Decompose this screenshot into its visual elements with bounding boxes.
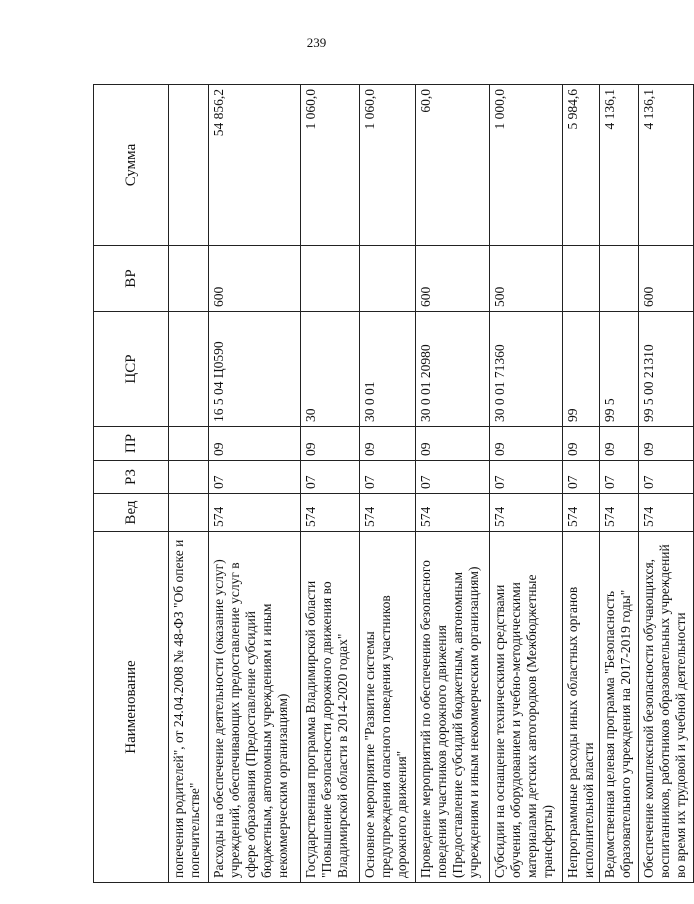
header-name: Наименование xyxy=(94,532,169,883)
row-ved: 574 xyxy=(360,494,416,532)
row-vr xyxy=(301,246,360,312)
table-header-row xyxy=(94,85,169,883)
row-pr: 09 xyxy=(490,427,563,461)
row-name: Основное мероприятие "Развитие системы предупреждения опасного поведения участников дорожного движения" xyxy=(360,532,416,883)
row-ved: 574 xyxy=(209,494,301,532)
header-sum: Сумма xyxy=(94,85,169,246)
row-vr xyxy=(563,246,600,312)
row-rz: 07 xyxy=(563,461,600,494)
row-ved: 574 xyxy=(639,494,694,532)
rotated-table-container xyxy=(93,85,688,883)
row-vr: 500 xyxy=(490,246,563,312)
row-name: Непрограммные расходы иных областных органов исполнительной власти xyxy=(563,532,600,883)
row-ved: 574 xyxy=(301,494,360,532)
row-vr: 600 xyxy=(416,246,490,312)
row-vr: 600 xyxy=(209,246,301,312)
row-pr: 09 xyxy=(639,427,694,461)
row-ved: 574 xyxy=(490,494,563,532)
table-row xyxy=(639,85,694,883)
row-vr xyxy=(600,246,639,312)
row-sum xyxy=(169,85,209,246)
row-csr: 30 0 01 xyxy=(360,312,416,427)
row-rz: 07 xyxy=(301,461,360,494)
row-sum: 1 000,0 xyxy=(490,85,563,246)
row-sum: 54 856,2 xyxy=(209,85,301,246)
row-rz: 07 xyxy=(209,461,301,494)
row-rz: 07 xyxy=(416,461,490,494)
row-name: Обеспечение комплексной безопасности обучающихся, воспитанников, работников образовательных учреждений во время их трудовой и учебной деятельности xyxy=(639,532,694,883)
table-row xyxy=(301,85,360,883)
row-name: Субсидии на оснащение техническими средствами обучения, оборудованием и учебно-методическими материалами детских автогородков (Межбюджетные трансферты) xyxy=(490,532,563,883)
table-row xyxy=(169,85,209,883)
row-sum: 4 136,1 xyxy=(600,85,639,246)
row-pr: 09 xyxy=(600,427,639,461)
row-csr: 30 0 01 20980 xyxy=(416,312,490,427)
row-vr xyxy=(169,246,209,312)
table-row xyxy=(209,85,301,883)
row-csr: 99 5 00 21310 xyxy=(639,312,694,427)
header-csr: ЦСР xyxy=(94,312,169,427)
row-name: Ведомственная целевая программа "Безопасность образовательного учреждения на 2017-2019 годы" xyxy=(600,532,639,883)
header-ved: Вед xyxy=(94,494,169,532)
row-sum: 1 060,0 xyxy=(301,85,360,246)
table-row xyxy=(600,85,639,883)
table-row xyxy=(563,85,600,883)
row-rz: 07 xyxy=(639,461,694,494)
row-pr xyxy=(169,427,209,461)
row-ved: 574 xyxy=(563,494,600,532)
row-sum: 1 060,0 xyxy=(360,85,416,246)
header-rz: РЗ xyxy=(94,461,169,494)
row-sum: 4 136,1 xyxy=(639,85,694,246)
row-pr: 09 xyxy=(563,427,600,461)
row-csr: 99 xyxy=(563,312,600,427)
header-pr: ПР xyxy=(94,427,169,461)
row-rz: 07 xyxy=(490,461,563,494)
table-row xyxy=(416,85,490,883)
row-rz xyxy=(169,461,209,494)
row-csr: 99 5 xyxy=(600,312,639,427)
row-ved xyxy=(169,494,209,532)
row-pr: 09 xyxy=(301,427,360,461)
row-name: Государственная программа Владимирской области "Повышение безопасности дорожного движения во Владимирской области в 2014-2020 годах" xyxy=(301,532,360,883)
row-vr: 600 xyxy=(639,246,694,312)
row-rz: 07 xyxy=(600,461,639,494)
row-pr: 09 xyxy=(416,427,490,461)
row-pr: 09 xyxy=(209,427,301,461)
row-csr: 30 0 01 71360 xyxy=(490,312,563,427)
row-csr xyxy=(169,312,209,427)
table-row xyxy=(360,85,416,883)
budget-table xyxy=(93,84,694,883)
header-vr: ВР xyxy=(94,246,169,312)
row-name: попечения родителей", от 24.04.2008 № 48-ФЗ "Об опеке и попечительстве" xyxy=(169,532,209,883)
row-sum: 5 984,6 xyxy=(563,85,600,246)
row-csr: 16 5 04 Ц0590 xyxy=(209,312,301,427)
row-ved: 574 xyxy=(416,494,490,532)
row-rz: 07 xyxy=(360,461,416,494)
row-name: Расходы на обеспечение деятельности (оказание услуг) учреждений, обеспечивающих предоставление услуг в сфере образования (Предоставление субсидий бюджетным, автономным учреждениям и иным некоммерческим организациям) xyxy=(209,532,301,883)
row-vr xyxy=(360,246,416,312)
table-row xyxy=(490,85,563,883)
row-pr: 09 xyxy=(360,427,416,461)
page-number: 239 xyxy=(306,35,327,50)
row-sum: 60,0 xyxy=(416,85,490,246)
row-name: Проведение мероприятий по обеспечению безопасного поведения участников дорожного движения (Предоставление субсидий бюджетным, автономным учреждениям и иным некоммерческим организациям) xyxy=(416,532,490,883)
row-ved: 574 xyxy=(600,494,639,532)
row-csr: 30 xyxy=(301,312,360,427)
